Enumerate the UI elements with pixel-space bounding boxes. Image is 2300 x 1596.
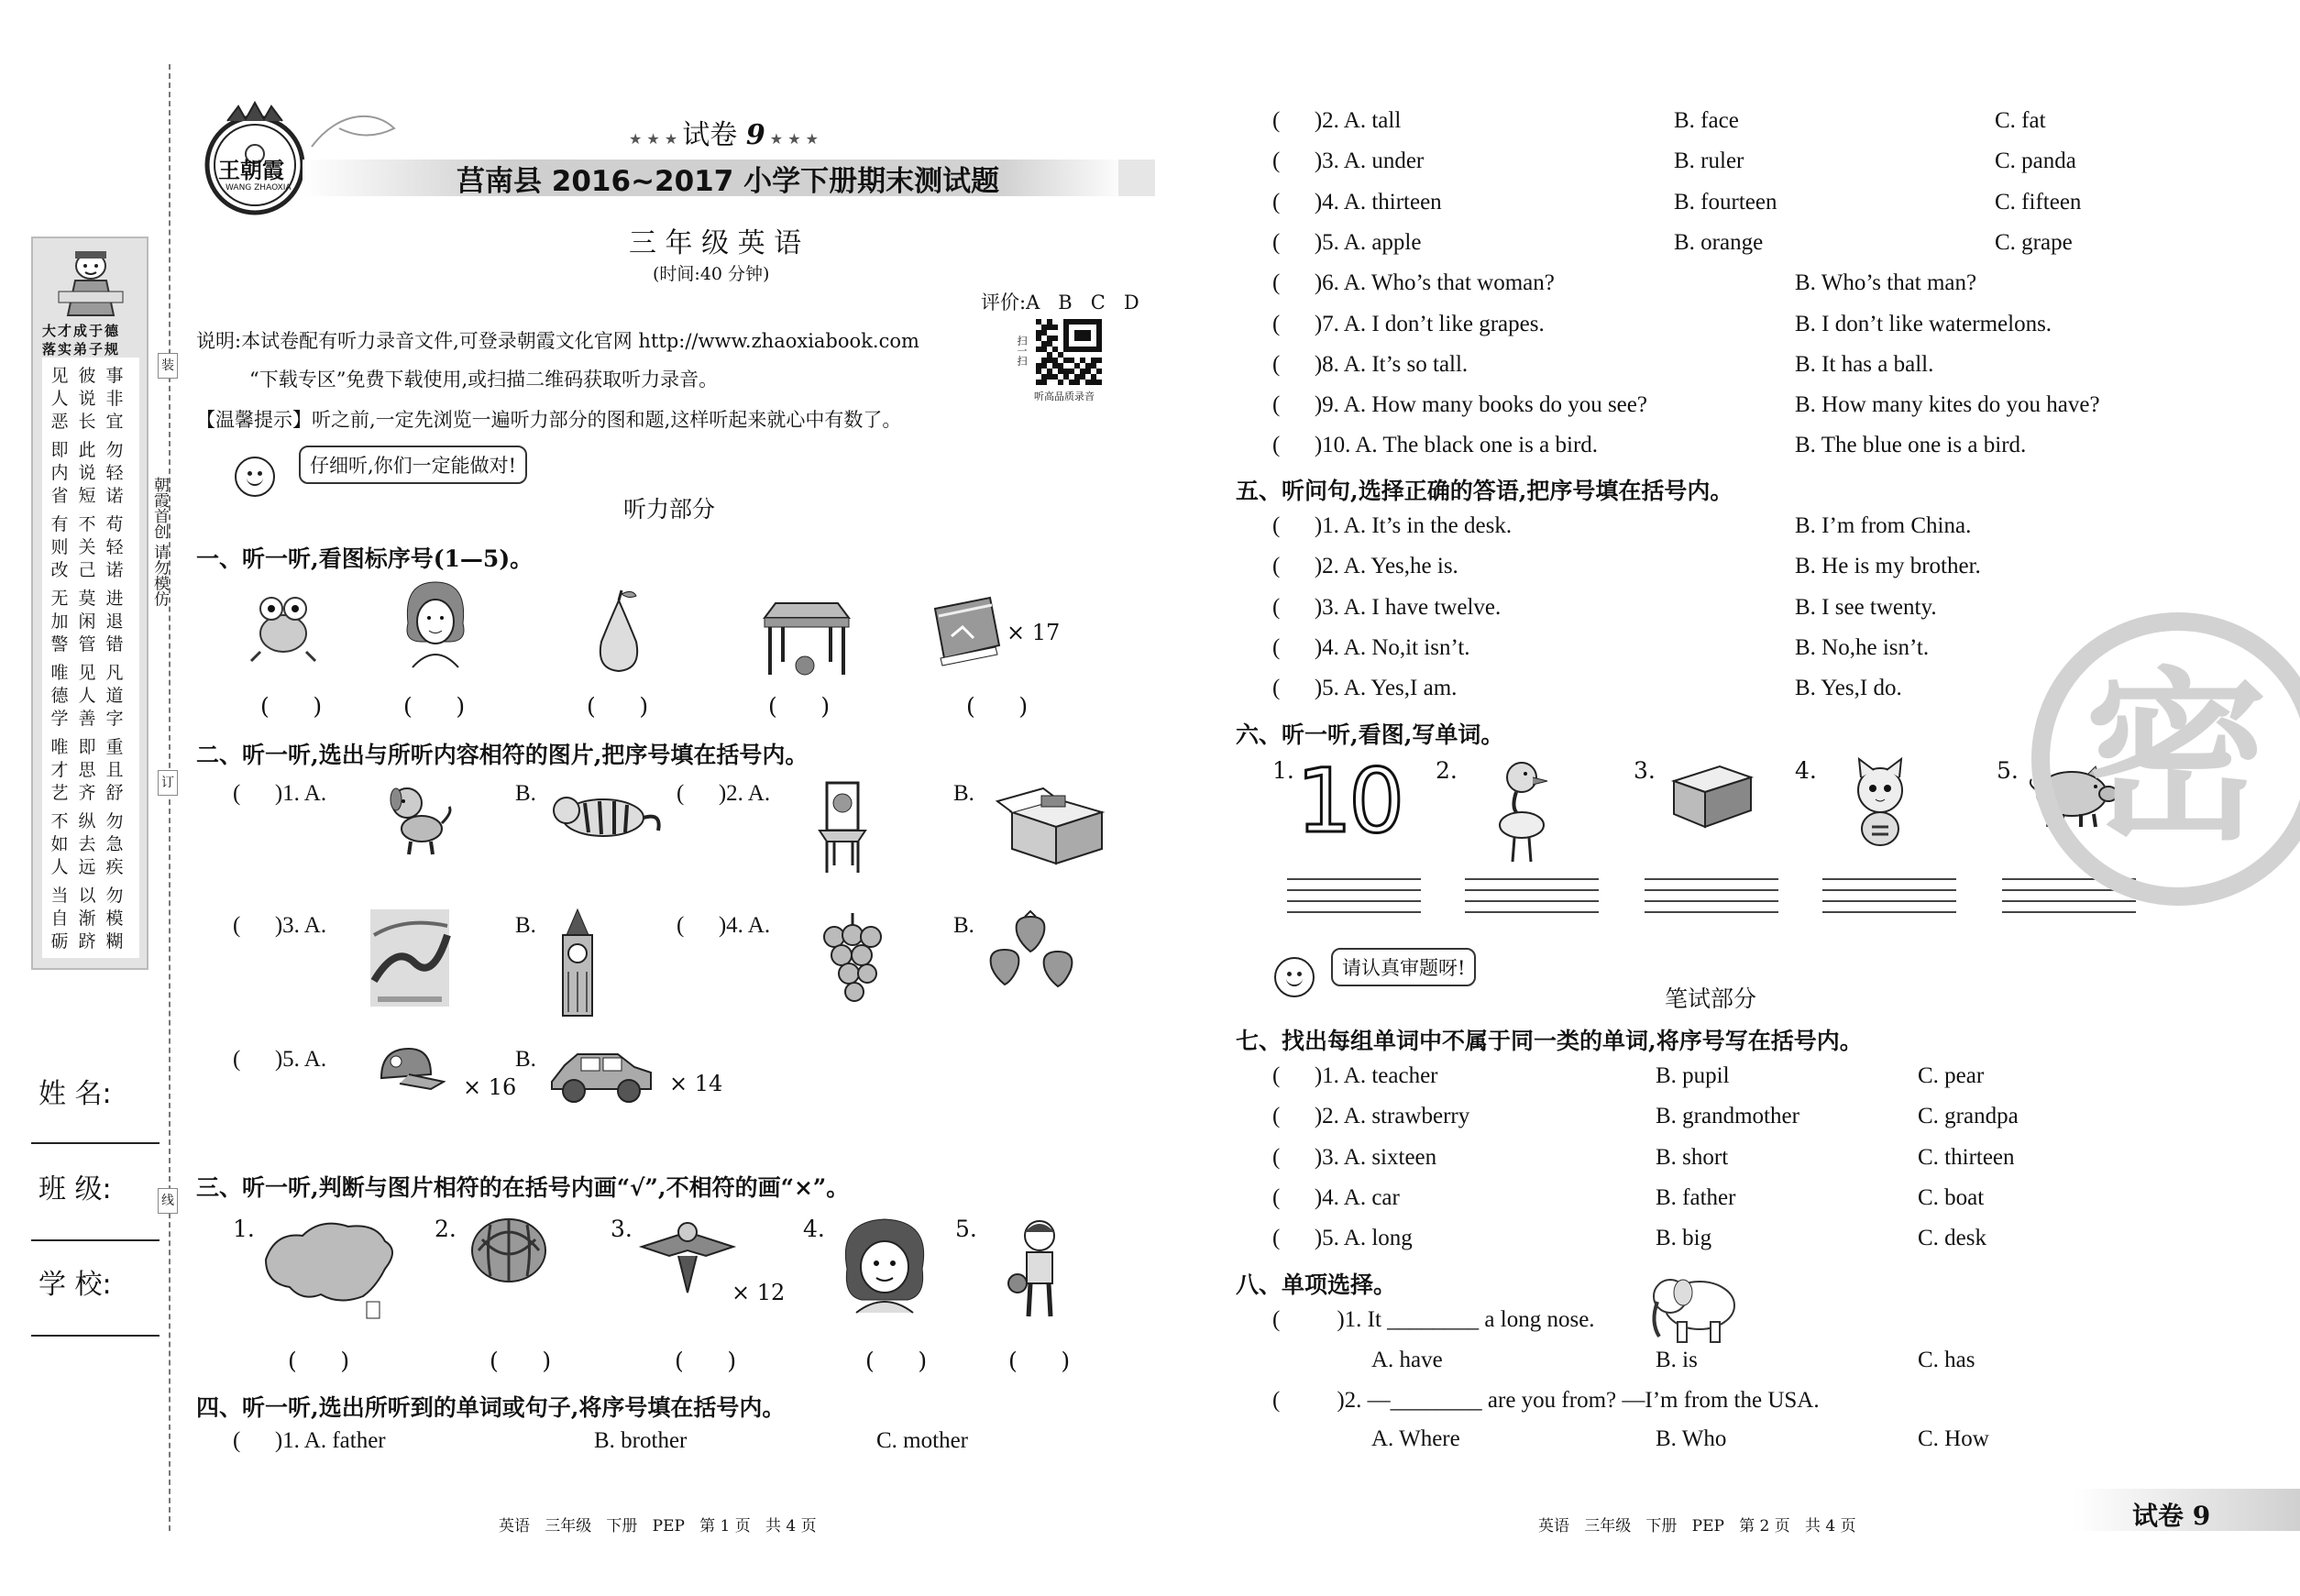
s4-option-b: B. The blue one is a bird. — [1795, 433, 2027, 458]
answer-paren[interactable]: ( — [1272, 351, 1315, 377]
scholar-illustration — [51, 244, 130, 317]
desk-icon — [757, 596, 858, 684]
answer-paren[interactable]: ( — [1272, 594, 1315, 620]
s4-option-a: )7. A. I don’t like grapes. — [1314, 311, 1545, 336]
cap-multiplier: × 16 — [463, 1074, 517, 1100]
s4-option-a: )10. A. The black one is a bird. — [1314, 433, 1599, 458]
s7-option-a: )3. A. sixteen — [1314, 1144, 1437, 1170]
s7-option-c: C. grandpa — [1918, 1104, 2019, 1129]
s7-option-b: B. short — [1656, 1144, 1729, 1170]
listening-title: 听力部分 — [623, 496, 716, 523]
maxim-group — [46, 513, 138, 582]
answer-paren[interactable]: ( — [1272, 189, 1315, 215]
maxim-column: 勿 急 疾 — [105, 811, 124, 877]
writing-line[interactable] — [1465, 900, 1599, 902]
copyright-vertical: 朝霞首创 请勿模仿 — [150, 477, 169, 607]
s4-option-b: B. How many kites do you have? — [1795, 392, 2100, 418]
answer-paren[interactable]: ( — [233, 1428, 275, 1453]
maxim-column: 见 人 恶 — [50, 366, 69, 432]
watermelon-icon — [468, 1214, 550, 1293]
maxim-column: 莫 闲 管 — [78, 589, 96, 655]
s1-answer-paren[interactable]: ( ) — [966, 693, 1029, 720]
s7-item — [1272, 1185, 1400, 1211]
dog-icon — [376, 776, 458, 864]
s4-item — [1272, 433, 1598, 458]
s7-title: 七、找出每组单词中不属于同一类的单词,将序号写在括号内。 — [1236, 1028, 1863, 1054]
s7-item — [1272, 1104, 1469, 1129]
cat-icon — [1839, 757, 1921, 854]
name-label: 姓 名: — [39, 1078, 112, 1110]
s8-q1-option: B. is — [1656, 1348, 1698, 1372]
box-icon — [994, 776, 1113, 873]
s1-answer-paren[interactable]: ( ) — [587, 693, 649, 720]
answer-paren[interactable]: ( — [1272, 634, 1315, 660]
maxim-column: 重 且 舒 — [105, 737, 124, 803]
s7-option-a: )1. A. teacher — [1314, 1063, 1438, 1088]
s2-title: 二、听一听,选出与所听内容相符的图片,把序号填在括号内。 — [196, 742, 809, 768]
s1-answer-paren[interactable]: ( ) — [403, 693, 466, 720]
writing-line[interactable] — [1645, 900, 1778, 902]
s4-option-c: C. fat — [1995, 108, 2046, 133]
watermark-char: 密 — [2085, 652, 2269, 865]
s4-option-a: )1. A. father — [274, 1428, 386, 1453]
maxim-column: 勿 模 糊 — [105, 886, 124, 952]
maxim-group — [46, 885, 138, 953]
answer-paren[interactable]: ( — [1272, 1063, 1315, 1088]
writing-line[interactable] — [1465, 889, 1599, 891]
sidebar-motto-1: 大才成于德 — [42, 323, 121, 339]
s5-option-a: )5. A. Yes,I am. — [1314, 676, 1458, 701]
s5-item — [1272, 595, 1501, 621]
writing-line[interactable] — [2002, 900, 2136, 902]
smiley-icon-2 — [1274, 957, 1315, 997]
s2-num: )3. A. — [274, 913, 327, 938]
s5-option-a: )2. A. Yes,he is. — [1314, 554, 1458, 579]
series-heading: ★ ★ ★ 试卷 9 ★ ★ ★ — [629, 119, 820, 151]
s8-q2-option: A. Where — [1371, 1426, 1460, 1451]
footer-right: 英语 三年级 下册 PEP 第 2 页 共 4 页 — [1538, 1517, 1856, 1535]
maxim-group — [46, 810, 138, 879]
s1-answer-paren[interactable]: ( ) — [260, 693, 323, 720]
binding-line — [169, 64, 171, 1531]
subject-title: 三 年 级 英 语 — [629, 227, 802, 259]
s8-q2-option: C. How — [1918, 1426, 1989, 1451]
writing-line[interactable] — [1465, 878, 1599, 880]
s5-item — [1272, 513, 1512, 539]
s7-option-a: )4. A. car — [1314, 1184, 1400, 1210]
maxim-column: 有 则 改 — [50, 514, 69, 580]
s7-item — [1272, 1145, 1436, 1171]
s4-option-b: B. brother — [594, 1428, 688, 1453]
maxim-column: 唯 才 艺 — [50, 737, 69, 803]
s2-question — [677, 781, 770, 807]
s2-num: )1. A. — [274, 781, 327, 806]
writing-line[interactable] — [1287, 911, 1421, 913]
s4-option-b: B. It has a ball. — [1795, 351, 1934, 377]
strawberries-icon — [985, 908, 1085, 1005]
seal-mark-3: 线 — [158, 1188, 178, 1214]
tip: 【温馨提示】听之前,一定先浏览一遍听力部分的图和题,这样听起来就心中有数了。 — [196, 409, 902, 431]
maxim-column: 纵 去 远 — [78, 811, 96, 877]
s2-option-b-label: B. — [953, 913, 974, 938]
s6-num: 4. — [1795, 757, 1817, 784]
maxim-column: 无 加 警 — [50, 589, 69, 655]
s3-title: 三、听一听,判断与图片相符的在括号内画“√”,不相符的画“×”。 — [196, 1174, 850, 1201]
series-number: 9 — [745, 119, 765, 151]
s4-item — [1272, 312, 1545, 337]
open-paren[interactable]: ( — [233, 781, 275, 806]
s2-question — [233, 781, 326, 807]
maxim-column: 勿 轻 诺 — [105, 440, 124, 506]
footer-left: 英语 三年级 下册 PEP 第 1 页 共 4 页 — [499, 1517, 817, 1535]
cap-icon — [372, 1041, 446, 1102]
books-multiplier: × 17 — [1007, 620, 1061, 645]
frog-icon — [242, 583, 325, 671]
brand-sub: WANG ZHAOXIA — [226, 183, 292, 193]
s3-num: 3. — [611, 1216, 633, 1242]
s4-item — [1272, 149, 1424, 174]
class-field[interactable] — [31, 1239, 160, 1241]
s6-num: 3. — [1634, 757, 1656, 784]
s7-option-b: B. father — [1656, 1184, 1736, 1210]
s4-option-b: B. I don’t like watermelons. — [1795, 311, 2052, 336]
sidebar-motto-2: 落实弟子规 — [42, 341, 121, 358]
s2-question — [677, 913, 770, 939]
maxim-column: 不 关 己 — [78, 514, 96, 580]
writing-line[interactable] — [1287, 889, 1421, 891]
s1-title: 一、听一听,看图标序号(1—5)。 — [196, 545, 534, 572]
main-title: 莒南县 2016~2017 小学下册期末测试题 — [457, 165, 1000, 198]
s8-q1: ( )1. It ________ a long nose. — [1272, 1307, 1595, 1332]
s3-num: 4. — [803, 1216, 825, 1242]
open-paren[interactable]: ( — [677, 913, 719, 938]
s5-option-b: B. I see twenty. — [1795, 594, 1937, 620]
s5-option-b: B. No,he isn’t. — [1795, 634, 1930, 660]
s7-option-a: )5. A. long — [1314, 1226, 1413, 1251]
maxim-group — [46, 588, 138, 656]
car-icon — [546, 1041, 656, 1111]
s4-item — [233, 1428, 386, 1454]
s2-question — [233, 913, 326, 939]
duck-icon — [1485, 757, 1558, 873]
woman-icon — [394, 578, 477, 675]
s3-num: 1. — [233, 1216, 255, 1242]
seal-mark-1: 装 — [158, 353, 178, 379]
s5-option-a: )1. A. It’s in the desk. — [1314, 513, 1513, 538]
s5-option-a: )3. A. I have twelve. — [1314, 594, 1502, 620]
maxim-column: 凡 道 字 — [105, 663, 124, 729]
s5-item — [1272, 635, 1470, 661]
s4-option-c: C. mother — [876, 1428, 968, 1453]
s2-option-b-label: B. — [515, 781, 536, 806]
s7-option-a: )2. A. strawberry — [1314, 1104, 1470, 1129]
qr-code-icon[interactable] — [1034, 317, 1104, 387]
s8-q2-option: B. Who — [1656, 1426, 1727, 1451]
s3-num: 5. — [955, 1216, 977, 1242]
s4-option-b: B. Who’s that man? — [1795, 270, 1977, 296]
maxim-group — [46, 662, 138, 731]
girl-icon — [834, 1214, 935, 1320]
s3-answer-paren[interactable]: ( ) — [288, 1348, 350, 1374]
write-bubble: 请认真审题呀! — [1331, 948, 1476, 986]
s4-option-b: B. ruler — [1674, 149, 1744, 174]
maxim-group — [46, 439, 138, 508]
answer-paren[interactable]: ( — [1272, 149, 1315, 174]
s4-option-a: )2. A. tall — [1314, 108, 1402, 133]
writing-title: 笔试部分 — [1665, 985, 1757, 1012]
s7-item — [1272, 1063, 1437, 1089]
answer-paren[interactable]: ( — [1272, 1104, 1315, 1129]
writing-line[interactable] — [2002, 911, 2136, 913]
s4-option-b: B. orange — [1674, 229, 1764, 255]
time-note: (时间:40 分钟) — [653, 264, 770, 284]
writing-line[interactable] — [1822, 900, 1956, 902]
maxim-column: 苟 轻 诺 — [105, 514, 124, 580]
corner-label: 试卷 9 — [2132, 1501, 2211, 1531]
maxim-column: 当 自 砺 — [50, 886, 69, 952]
boy-icon — [1007, 1214, 1071, 1329]
qr-caption: 扫一扫 — [1016, 336, 1028, 366]
books-icon — [926, 590, 1008, 678]
writing-line[interactable] — [1822, 911, 1956, 913]
answer-paren[interactable]: ( — [1272, 676, 1315, 701]
s2-option-b-label: B. — [515, 1047, 536, 1072]
s4-option-b: B. face — [1674, 108, 1739, 133]
writing-line[interactable] — [1645, 911, 1778, 913]
writing-line[interactable] — [1822, 889, 1956, 891]
writing-line[interactable] — [1822, 878, 1956, 880]
s4-item — [1272, 352, 1468, 378]
s4-item — [1272, 190, 1442, 215]
s3-answer-paren[interactable]: ( ) — [1008, 1348, 1071, 1374]
s7-option-c: C. boat — [1918, 1184, 1985, 1210]
s7-option-b: B. grandmother — [1656, 1104, 1799, 1129]
s7-option-c: C. pear — [1918, 1063, 1985, 1088]
seal-mark-2: 订 — [158, 770, 178, 796]
s7-option-b: B. pupil — [1656, 1063, 1730, 1088]
elephant-icon — [1646, 1265, 1747, 1348]
chair-icon — [807, 776, 880, 882]
s6-num: 1. — [1272, 757, 1294, 784]
s4-option-c: C. grape — [1995, 229, 2073, 255]
series-label: 试卷 — [682, 119, 738, 151]
answer-paren[interactable]: ( — [1272, 108, 1315, 133]
s4-option-a: )4. A. thirteen — [1314, 189, 1442, 215]
s4-option-a: )9. A. How many books do you see? — [1314, 392, 1647, 418]
car-multiplier: × 14 — [669, 1071, 723, 1096]
maxim-column: 见 人 善 — [78, 663, 96, 729]
s3-num: 2. — [435, 1216, 457, 1242]
s8-q2: ( )2. —________ are you from? —I’m from the USA. — [1272, 1388, 1820, 1413]
writing-line[interactable] — [1465, 911, 1599, 913]
open-paren[interactable]: ( — [233, 1047, 275, 1072]
writing-line[interactable] — [1287, 878, 1421, 880]
qr-sub: 听高品质录音 — [1034, 391, 1095, 402]
open-paren[interactable]: ( — [677, 781, 719, 806]
maxim-group — [46, 365, 138, 434]
s6-title: 六、听一听,看图,写单词。 — [1236, 721, 1504, 748]
maxim-column: 即 思 齐 — [78, 737, 96, 803]
s7-option-c: C. thirteen — [1918, 1144, 2015, 1170]
name-field[interactable] — [31, 1142, 160, 1144]
s2-question — [233, 1047, 326, 1073]
grapes-icon — [816, 908, 889, 1014]
sidebar-maxims-panel — [31, 237, 149, 970]
s5-option-a: )4. A. No,it isn’t. — [1314, 634, 1470, 660]
s2-option-b-label: B. — [515, 913, 536, 938]
maxim-column: 不 如 人 — [50, 811, 69, 877]
writing-line[interactable] — [1645, 878, 1778, 880]
answer-paren[interactable]: ( — [1272, 1226, 1315, 1251]
s7-item — [1272, 1226, 1413, 1251]
s4-item — [1272, 230, 1421, 256]
s6-num: 2. — [1436, 757, 1458, 784]
maxim-column: 唯 德 学 — [50, 663, 69, 729]
s3-answer-paren[interactable]: ( ) — [865, 1348, 928, 1374]
box-icon — [1665, 757, 1756, 836]
answer-paren[interactable]: ( — [1272, 554, 1315, 579]
s3-answer-paren[interactable]: ( ) — [675, 1348, 737, 1374]
maxim-group — [46, 736, 138, 805]
china-map-icon — [257, 1214, 403, 1329]
maxim-column: 以 渐 跻 — [78, 886, 96, 952]
answer-paren[interactable]: ( — [1272, 311, 1315, 336]
s5-title: 五、听问句,选择正确的答语,把序号填在括号内。 — [1236, 478, 1733, 504]
s4-option-c: C. panda — [1995, 149, 2076, 174]
school-label: 学 校: — [39, 1269, 112, 1301]
s2-option-b-label: B. — [953, 781, 974, 806]
pear-icon — [587, 587, 651, 684]
brand-name: 王朝霞 — [218, 158, 284, 183]
maxim-column: 进 退 错 — [105, 589, 124, 655]
s5-option-b: B. I’m from China. — [1795, 513, 1972, 538]
maxim-column: 此 说 短 — [78, 440, 96, 506]
instruction-line-2: “下载专区”免费下载使用,或扫描二维码获取听力录音。 — [249, 369, 719, 391]
s1-answer-paren[interactable]: ( ) — [768, 693, 831, 720]
kite-icon — [633, 1214, 743, 1302]
answer-paren[interactable]: ( — [1272, 392, 1315, 418]
s4-option-a: )8. A. It’s so tall. — [1314, 351, 1469, 377]
s8-q1-option: C. has — [1918, 1348, 1975, 1372]
s4-item — [1272, 392, 1647, 418]
smiley-icon — [235, 457, 275, 497]
s8-q1-option: A. have — [1371, 1348, 1443, 1372]
answer-paren[interactable]: ( — [1272, 1144, 1315, 1170]
big-ben-icon — [550, 908, 605, 1023]
class-label: 班 级: — [39, 1173, 112, 1205]
maxims-box — [42, 358, 139, 958]
s4-option-a: )3. A. under — [1314, 149, 1425, 174]
answer-paren[interactable]: ( — [1272, 1184, 1315, 1210]
open-paren[interactable]: ( — [233, 913, 275, 938]
number-ten: 10 — [1296, 750, 1402, 853]
s7-option-c: C. desk — [1918, 1226, 1986, 1251]
answer-paren[interactable]: ( — [1272, 433, 1315, 458]
instruction-line-1: 说明:本试卷配有听力录音文件,可登录朝霞文化官网 http://www.zhaoxiabook.com — [196, 330, 919, 352]
s5-option-b: B. He is my brother. — [1795, 554, 1981, 579]
s4-option-a: )5. A. apple — [1314, 229, 1422, 255]
answer-paren[interactable]: ( — [1272, 270, 1315, 296]
s5-item — [1272, 554, 1458, 579]
s2-num: )5. A. — [274, 1047, 327, 1072]
watermark-seal — [2031, 612, 2300, 906]
school-field[interactable] — [31, 1335, 160, 1337]
s6-num: 5. — [1997, 757, 2019, 784]
answer-paren[interactable]: ( — [1272, 513, 1315, 538]
writing-line[interactable] — [1287, 900, 1421, 902]
maxim-column: 彼 说 长 — [78, 366, 96, 432]
maxim-column: 事 非 宜 — [105, 366, 124, 432]
kite-multiplier: × 12 — [732, 1280, 786, 1305]
s8-title: 八、单项选择。 — [1236, 1271, 1397, 1298]
s7-option-b: B. big — [1656, 1226, 1712, 1251]
s4-option-b: B. fourteen — [1674, 189, 1777, 215]
grading-scale: 评价:A B C D — [981, 292, 1139, 314]
s4-option-a: )6. A. Who’s that woman? — [1314, 270, 1555, 296]
s4-option-c: C. fifteen — [1995, 189, 2082, 215]
listen-bubble: 仔细听,你们一定能做对! — [299, 446, 527, 484]
s3-answer-paren[interactable]: ( ) — [490, 1348, 552, 1374]
s4-title: 四、听一听,选出所听到的单词或句子,将序号填在括号内。 — [196, 1394, 786, 1421]
great-wall-icon — [369, 908, 451, 1014]
s5-option-b: B. Yes,I do. — [1795, 676, 1902, 701]
s4-item — [1272, 108, 1401, 134]
maxim-column: 即 内 省 — [50, 440, 69, 506]
writing-line[interactable] — [1645, 889, 1778, 891]
answer-paren[interactable]: ( — [1272, 229, 1315, 255]
s4-item — [1272, 270, 1555, 296]
s5-item — [1272, 676, 1457, 701]
tiger-icon — [548, 776, 667, 854]
s2-num: )2. A. — [718, 781, 771, 806]
s2-num: )4. A. — [718, 913, 771, 938]
